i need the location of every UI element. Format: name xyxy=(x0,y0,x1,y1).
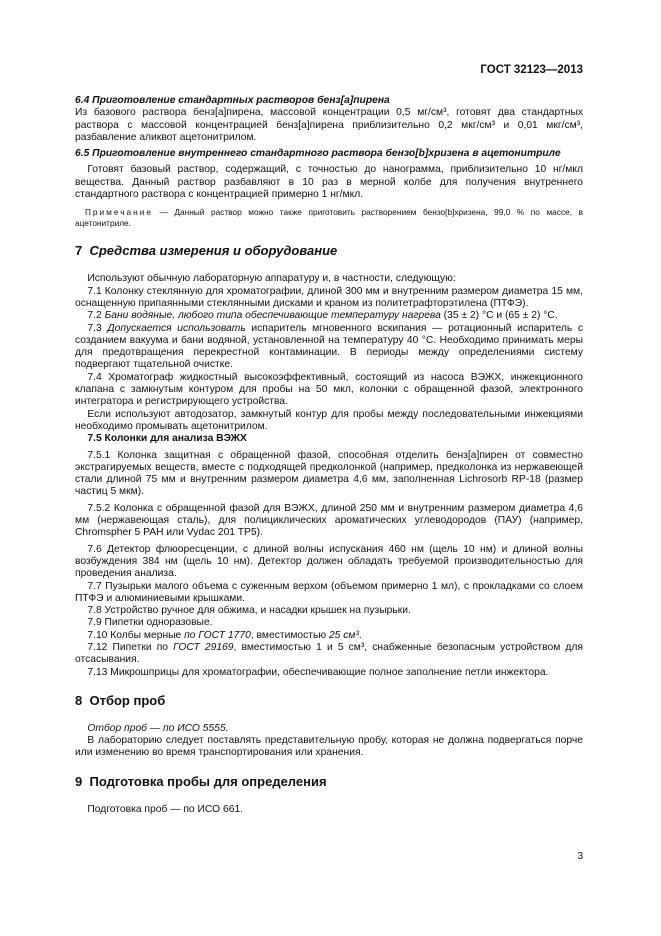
standard-number: ГОСТ 32123—2013 xyxy=(480,64,583,76)
section-9-heading xyxy=(75,774,583,790)
section-6-4-text: Из базового раствора бенз[а]пирена, массовой концентрации 0,5 мг/см³, готовят два стандартных раствора с массовой концентрацией бенз[а]пирена приблизительно 0,2 мкг/см³ и 0,01 мкг/см³, разбавление аликвот ацетонитрилом. xyxy=(75,107,583,143)
item-7-3-rest: испаритель мгновенного вскипания — ротационный испаритель с созданием вакуума и бани водяной, установленной на температуру 40 °С. Необходимо принимать меры для предотвращения перекрестной контаминации. В периоды между определениями систему подвергают тщательной очистке. xyxy=(75,322,583,371)
item-7-2-number: 7.2 xyxy=(87,310,102,322)
item-7-12-text-b: , вместимостью 1 и 5 см³, снабженные безопасным устройством для отсасывания. xyxy=(75,641,583,666)
page-number: 3 xyxy=(577,851,583,862)
item-7-4-autosampler: Если используют автодозатор, замкнутый контур для пробы между последовательными инжекциями необходимо промывать ацетонитрилом. xyxy=(75,408,583,432)
section-9-title: Подготовка пробы для определения xyxy=(89,773,327,789)
section-9-number: 9 xyxy=(75,773,83,789)
item-7-5-1: 7.5.1 Колонка защитная с обращенной фазой, способная отделить бенз[а]пирен от совместно экстрагируемых веществ, вместе с подходящей предколонкой (например, предколонка из нержавеющей стали длиной 75 мм и внутренним размером диаметра 4,6 мм, заполненная Lichrosorb RP-18 (размер частиц 5 мкм). xyxy=(75,449,583,498)
item-7-9: 7.9 Пипетки одноразовые. xyxy=(87,617,213,629)
section-6-5-text: Готовят базовый раствор, содержащий, с точностью до нанограмма, приблизительно 10 нг/мкл вещества. Данный раствор разбавляют в 10 раз в мерной колбе для получения внутреннего стандартного раствора с концентрацией примерно 1 нг/мкл. xyxy=(75,164,583,201)
item-7-5-2: 7.5.2 Колонка с обращенной фазой для ВЭЖХ, длиной 250 мм и внутренним размером диаметра 4,6 мм (нержавеющая сталь), для полициклических ароматических углеводородов (ПАУ) (например, Chromspher 5 PAH или Vydac 201 TP5). xyxy=(75,502,583,539)
item-7-6: 7.6 Детектор флюоресценции, с длиной волны испускания 460 нм (щель 10 нм) и длиной волны возбуждения 384 нм (щель 10 нм). Детектор должен обладать требуемой производительностью для проведения анализа. xyxy=(75,543,583,580)
item-7-2-emphasis: Бани водяные, любого типа обеспечивающие температуру нагрева xyxy=(104,310,441,322)
section-7-5-heading: 7.5 Колонки для анализа ВЭЖХ xyxy=(87,433,247,445)
item-7-2-rest: (35 ± 2) °С и (65 ± 2) °С. xyxy=(440,310,558,322)
item-7-3 xyxy=(75,323,583,372)
item-7-12 xyxy=(75,642,583,667)
section-7-number: 7 xyxy=(75,243,83,259)
item-7-1: 7.1 Колонку стеклянную для хроматографии, длиной 300 мм и внутренним размером диаметра 15 мм, оснащенную припаянными стеклянными дисками и краном из политетрафторэтилена (ПТФЭ). xyxy=(75,285,583,309)
item-7-8: 7.8 Устройство ручное для обжима, и насадки крышек на пузырьки. xyxy=(87,605,411,617)
section-8-text-2: В лабораторию следует поставлять представительную пробу, которая не должна подвергаться порче или изменению во время транспортирования или хранения. xyxy=(75,735,583,759)
item-7-10-volume: 25 см³ xyxy=(328,629,359,641)
item-7-7: 7.7 Пузырьки малого объема с суженным верхом (объемом примерно 1 мл), с прокладками со слоем ПТФЭ и алюминиевыми крышками. xyxy=(75,580,583,604)
note-text: — Данный раствор можно также приготовить растворением бензо[b]хризена, 99,0 % по массе, в ацетонитриле. xyxy=(75,207,583,229)
section-8-heading xyxy=(75,693,583,709)
section-6-5-heading: 6.5 Приготовление внутреннего стандартного раствора бензо[b]хризена в ацетонитриле xyxy=(75,148,561,160)
item-7-12-standard: ГОСТ 29169 xyxy=(173,641,234,653)
item-7-4: 7.4 Хроматограф жидкостный высокоэффективный, состоящий из насоса ВЭЖХ, инжекционного клапана с замкнутым контуром для пробы на 50 мкл, колонки с обращенной фазой, электронного интегратора и регистрирующего устройства. xyxy=(75,371,583,408)
section-8-text-1: Отбор проб — по ИСО 5555. xyxy=(87,722,229,734)
section-9-text: Подготовка проб — по ИСО 661. xyxy=(87,803,244,815)
page-content xyxy=(75,95,583,816)
item-7-10-text-c: . xyxy=(358,629,362,641)
item-7-2 xyxy=(75,310,583,322)
item-7-3-number: 7.3 xyxy=(87,322,102,334)
section-7-intro: Используют обычную лабораторную аппаратуру и, в частности, следующую: xyxy=(87,273,456,285)
section-8-title: Отбор проб xyxy=(89,692,166,708)
item-7-10-standard: по ГОСТ 1770 xyxy=(184,629,251,641)
note xyxy=(75,207,583,229)
section-7-title: Средства измерения и оборудование xyxy=(89,243,338,259)
item-7-3-emphasis: Допускается использовать xyxy=(107,322,246,334)
section-7-heading xyxy=(75,243,583,259)
section-8-number: 8 xyxy=(75,692,83,708)
item-7-13: 7.13 Микрошприцы для хроматографии, обеспечивающие полное заполнение петли инжектора. xyxy=(87,666,549,678)
item-7-10-text-b: , вместимостью xyxy=(250,629,329,641)
section-6-4-heading: 6.4 Приготовление стандартных растворов бенз[а]пирена xyxy=(75,95,390,106)
item-7-10 xyxy=(75,630,583,642)
item-7-10-text-a: 7.10 Колбы мерные xyxy=(87,629,185,641)
item-7-12-text-a: 7.12 Пипетки по xyxy=(87,641,174,653)
note-label: Примечание xyxy=(84,207,153,218)
